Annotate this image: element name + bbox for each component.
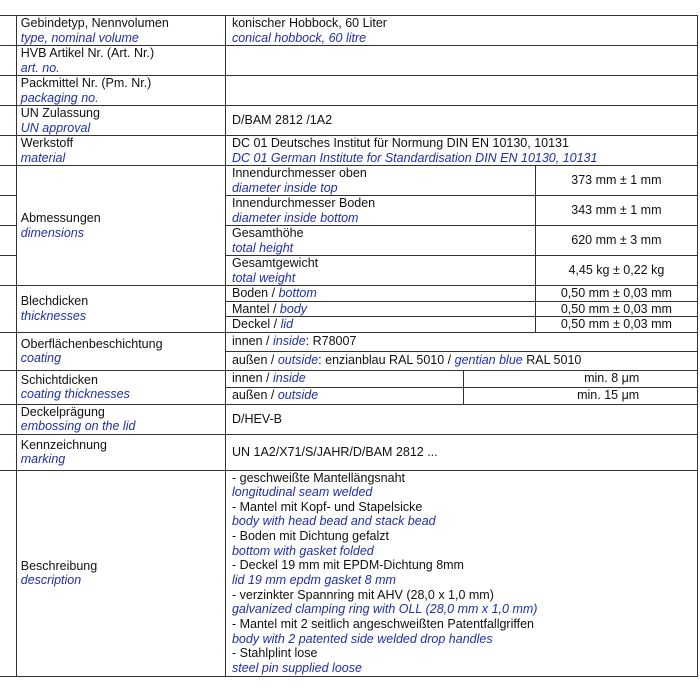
row-marking — [0, 434, 698, 470]
dim-label-de: Gesamthöhe — [231, 226, 304, 240]
row-coating-thickness — [0, 370, 698, 387]
value-en: conical hobbock, 60 litre — [231, 30, 367, 45]
label-en: UN approval — [20, 120, 91, 135]
label-en: embossing on the lid — [20, 419, 136, 433]
label-en: description — [20, 573, 82, 588]
coating-outer-value: : enzianblau RAL 5010 / — [318, 353, 455, 368]
label-en: coating — [20, 351, 62, 365]
row-thickness — [0, 286, 698, 302]
dim-label-de: Innendurchmesser oben — [231, 166, 367, 180]
desc-line-de: - geschweißte Mantellängsnaht — [231, 470, 405, 485]
desc-line-en: galvanized clamping ring with OLL (28,0 mm x 1,0 mm) — [231, 602, 538, 617]
dim-label-de: Gesamtgewicht — [231, 256, 319, 270]
label-en: type, nominal volume — [20, 30, 139, 45]
ct-inner-en: inside — [273, 371, 306, 386]
desc-line-de: - verzinkter Spannring mit AHV (28,0 x 1,0 mm) — [231, 587, 494, 602]
desc-line-en: body with 2 patented side welded drop handles — [231, 631, 493, 646]
row-un-approval — [0, 106, 698, 136]
row-material — [0, 136, 698, 166]
dim-label-en: total weight — [231, 270, 296, 285]
label-de: Packmittel Nr. (Pm. Nr.) — [20, 76, 152, 90]
dim-label-en: total height — [231, 240, 294, 255]
label-en: dimensions — [20, 225, 84, 240]
coating-inner-de: innen / — [231, 334, 273, 349]
coating-outer-en2: gentian blue — [454, 353, 523, 368]
label-de: Gebindetyp, Nennvolumen — [20, 16, 169, 30]
ct-inner-value: min. 8 μm — [464, 370, 698, 387]
dim-label-en: diameter inside bottom — [231, 210, 359, 225]
thick-label-en: body — [279, 301, 308, 316]
row-packaging — [0, 76, 698, 106]
row-article — [0, 46, 698, 76]
row-coating — [0, 332, 698, 351]
label-en: coating thicknesses — [20, 387, 130, 401]
thick-label-de: Mantel / — [231, 301, 280, 316]
thick-value: 0,50 mm ± 0,03 mm — [535, 286, 697, 302]
ct-outer-value: min. 15 μm — [464, 387, 698, 404]
label-en: material — [20, 150, 66, 165]
thick-label-en: bottom — [278, 286, 317, 300]
dim-value: 4,45 kg ± 0,22 kg — [535, 256, 697, 286]
row-description — [0, 470, 698, 676]
thick-value: 0,50 mm ± 0,03 mm — [535, 317, 697, 333]
dim-label-en: diameter inside top — [231, 180, 338, 195]
desc-line-en: steel pin supplied loose — [231, 661, 362, 676]
coating-outer-de: außen / — [231, 353, 278, 368]
desc-line-de: - Mantel mit 2 seitlich angeschweißten Patentfallgriffen — [231, 617, 534, 632]
desc-line-en: longitudinal seam welded — [231, 485, 373, 500]
label-de: UN Zulassung — [20, 106, 100, 120]
ct-inner-de: innen / — [231, 371, 273, 386]
value-de: DC 01 Deutsches Institut für Normung DIN EN 10130, 10131 — [231, 136, 569, 150]
label-de: Kennzeichnung — [20, 437, 107, 452]
desc-line-de: - Stahlplint lose — [231, 646, 318, 661]
coating-outer-en: outside — [277, 353, 319, 368]
label-en: art. no. — [20, 60, 60, 75]
label-en: thicknesses — [20, 308, 87, 323]
dim-label-de: Innendurchmesser Boden — [231, 196, 376, 210]
dim-value: 343 mm ± 1 mm — [535, 196, 697, 226]
desc-line-en: lid 19 mm epdm gasket 8 mm — [231, 573, 396, 588]
row-dimensions — [0, 166, 698, 196]
desc-line-en: bottom with gasket folded — [231, 543, 374, 558]
desc-line-de: - Deckel 19 mm mit EPDM-Dichtung 8mm — [231, 558, 464, 573]
value: D/HEV-B — [225, 404, 697, 434]
thick-value: 0,50 mm ± 0,03 mm — [535, 301, 697, 317]
value-de: konischer Hobbock, 60 Liter — [231, 16, 387, 30]
row-embossing — [0, 404, 698, 434]
page-top-margin — [0, 0, 700, 15]
label-de: Deckelprägung — [20, 404, 105, 419]
ct-outer-de: außen / — [231, 388, 278, 403]
label-de: Oberflächenbeschichtung — [20, 336, 163, 351]
label-de: Abmessungen — [20, 211, 101, 225]
label-de: Werkstoff — [20, 136, 74, 150]
label-en: marking — [20, 452, 66, 466]
dim-value: 620 mm ± 3 mm — [535, 226, 697, 256]
desc-line-de: - Mantel mit Kopf- und Stapelsicke — [231, 499, 423, 514]
value: UN 1A2/X71/S/JAHR/D/BAM 2812 ... — [225, 434, 697, 470]
dim-value: 373 mm ± 1 mm — [535, 166, 697, 196]
label-de: HVB Artikel Nr. (Art. Nr.) — [20, 46, 155, 60]
label-de: Beschreibung — [20, 558, 98, 573]
desc-line-de: - Boden mit Dichtung gefalzt — [231, 529, 390, 544]
thick-label-en: lid — [280, 317, 294, 331]
value-en: DC 01 German Institute for Standardisation DIN EN 10130, 10131 — [231, 150, 598, 165]
coating-inner-value: : R78007 — [305, 334, 357, 349]
value: D/BAM 2812 /1A2 — [225, 106, 697, 136]
spec-table — [0, 15, 698, 677]
row-type — [0, 16, 698, 46]
coating-outer-value2: RAL 5010 — [522, 353, 582, 368]
ct-outer-en: outside — [277, 388, 319, 403]
desc-line-en: body with head bead and stack bead — [231, 514, 436, 529]
label-de: Blechdicken — [20, 294, 89, 309]
coating-inner-en: inside — [273, 334, 306, 349]
label-de: Schichtdicken — [20, 372, 98, 387]
label-en: packaging no. — [20, 90, 99, 105]
thick-label-de: Boden / — [231, 286, 279, 300]
thick-label-de: Deckel / — [231, 317, 281, 331]
